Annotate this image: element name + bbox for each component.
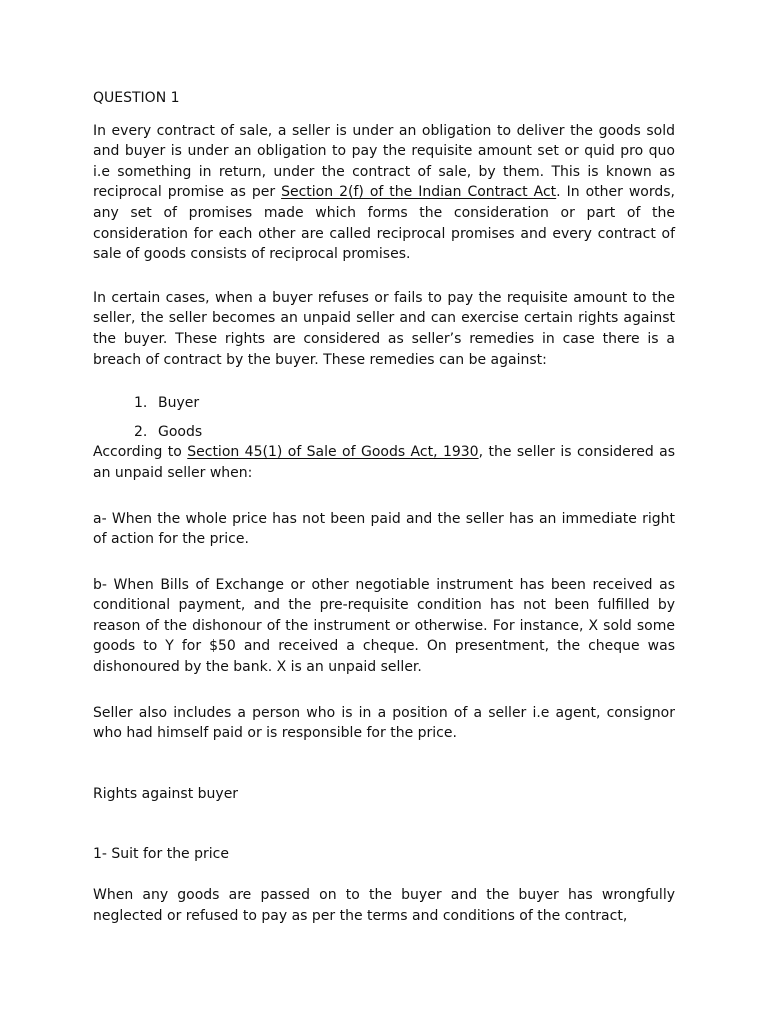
list-item (93, 422, 675, 443)
paragraph-unpaid-seller-intro: In certain cases, when a buyer refuses or fails to pay the requisite amount to the seller, the seller becomes an unpaid seller and can exercise certain rights against the buyer. These rights are considered as seller’s remedies in case there is a breach of contract by the buyer. These remedies can be against: (93, 289, 675, 368)
paragraph-condition-a: a- When the whole price has not been paid and the seller has an immediate right of action for the price. (93, 510, 675, 548)
list-number: 2. (134, 423, 148, 440)
list-number: 1. (134, 395, 148, 412)
remedies-list (93, 393, 675, 442)
list-text: Buyer (158, 395, 200, 412)
paragraph-text: According to (93, 444, 188, 461)
paragraph-text: In every contract of sale, a seller is under an obligation to deliver the goods sold and buyer is under an obligation to pay the requisite amount set or quid pro quo i.e something in return, under the contract of sale, by them. This is known as reciprocal promise as per (93, 122, 675, 201)
rights-against-buyer-heading: Rights against buyer (93, 785, 239, 802)
section-45-reference: Section 45(1) of Sale of Goods Act, 1930 (187, 444, 479, 461)
paragraph-suit-for-price: When any goods are passed on to the buyer and the buyer has wrongfully neglected or refused to pay as per the terms and conditions of the contract, (93, 887, 675, 924)
question-heading: QUESTION 1 (93, 90, 180, 106)
list-text: Goods (158, 423, 203, 440)
section-2f-reference: Section 2(f) of the Indian Contract Act (281, 184, 557, 201)
document-page (93, 88, 675, 926)
paragraph-seller-definition: Seller also includes a person who is in a position of a seller i.e agent, consignor who had himself paid or is responsible for the price. (93, 704, 675, 742)
paragraph-section-45 (93, 442, 675, 483)
paragraph-text: , the seller is considered as an unpaid seller when: (93, 444, 676, 481)
paragraph-condition-b: b- When Bills of Exchange or other negotiable instrument has been received as conditional payment, and the pre-requisite condition has not been fulfilled by reason of the dishonour of the instrument or otherwise. For instance, X sold some goods to Y for $50 and received a cheque. On presentment, the cheque was dishonoured by the bank. X is an unpaid seller. (93, 576, 675, 676)
suit-for-price-heading: 1- Suit for the price (93, 846, 229, 863)
paragraph-reciprocal-promise (93, 121, 675, 265)
list-item (93, 393, 675, 414)
paragraph-text: . In other words, any set of promises made which forms the consideration or part of the consideration for each other are called reciprocal promises and every contract of sale of goods consists of reciprocal promises. (93, 184, 676, 263)
